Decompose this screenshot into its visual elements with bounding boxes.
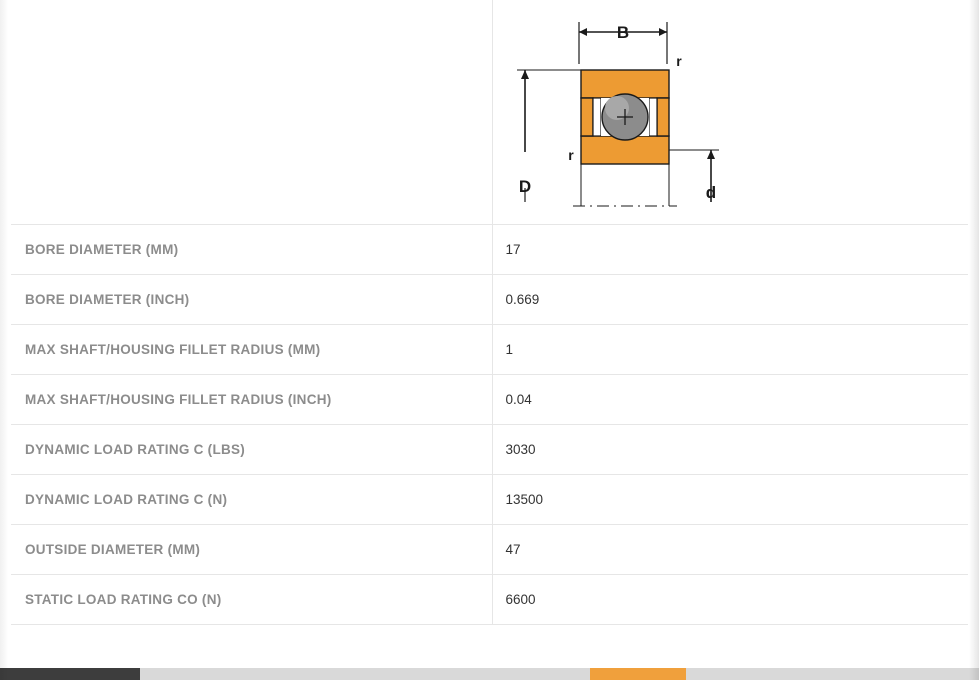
table-row	[11, 275, 968, 325]
diagram-row-image-cell	[492, 0, 968, 225]
spec-label: MAX SHAFT/HOUSING FILLET RADIUS (INCH)	[11, 375, 492, 425]
page-edge-shadow-right	[969, 0, 979, 680]
table-row	[11, 425, 968, 475]
footer-strip-grey	[140, 668, 590, 680]
specifications-table-body	[11, 0, 968, 625]
spec-value: 0.04	[505, 392, 532, 407]
diagram-row	[11, 0, 968, 225]
spec-label: MAX SHAFT/HOUSING FILLET RADIUS (MM)	[11, 325, 492, 375]
footer-strip-dark	[0, 668, 140, 680]
spec-label: DYNAMIC LOAD RATING C (N)	[11, 475, 492, 525]
spec-value: 6600	[505, 592, 536, 607]
table-row	[11, 475, 968, 525]
spec-label: BORE DIAMETER (INCH)	[11, 275, 492, 325]
spec-value: 13500	[505, 492, 544, 507]
table-row	[11, 375, 968, 425]
footer-strip-orange	[590, 668, 686, 680]
spec-value: 47	[505, 542, 521, 557]
table-row	[11, 225, 968, 275]
spec-value: 3030	[505, 442, 536, 457]
svg-text:d: d	[705, 183, 716, 202]
footer-strip-grey-right	[686, 668, 979, 680]
page-edge-shadow-left	[0, 0, 8, 680]
footer-strip	[0, 668, 979, 680]
svg-text:r: r	[567, 147, 574, 163]
spec-label: BORE DIAMETER (MM)	[11, 225, 492, 275]
bearing-cross-section-icon	[503, 2, 783, 222]
bearing-diagram-wrapper	[493, 0, 969, 224]
table-row	[11, 575, 968, 625]
svg-text:D: D	[518, 177, 531, 196]
spec-value: 17	[505, 242, 521, 257]
table-row	[11, 525, 968, 575]
table-row	[11, 325, 968, 375]
svg-text:B: B	[616, 23, 629, 42]
specifications-table	[11, 0, 968, 625]
spec-label: STATIC LOAD RATING CO (N)	[11, 575, 492, 625]
spec-value: 0.669	[505, 292, 540, 307]
spec-value: 1	[505, 342, 514, 357]
spec-label: DYNAMIC LOAD RATING C (LBS)	[11, 425, 492, 475]
svg-text:r: r	[675, 53, 682, 69]
spec-label: OUTSIDE DIAMETER (MM)	[11, 525, 492, 575]
diagram-row-empty-label	[11, 0, 492, 225]
